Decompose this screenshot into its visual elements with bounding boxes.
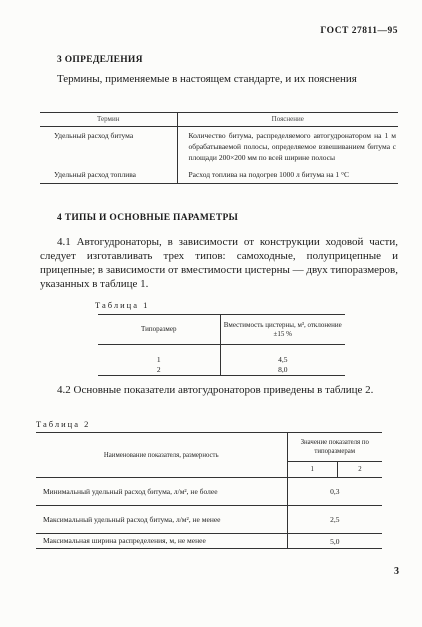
table-row	[40, 166, 398, 184]
document-header: ГОСТ 27811—95	[320, 26, 398, 36]
table-2-value-cell: 0,3	[287, 478, 382, 506]
table-2-header-value: Значение показателя по типоразмерам	[287, 433, 382, 462]
terms-table	[40, 112, 398, 184]
table-1-capacity-cell: 8,0	[220, 365, 345, 376]
terms-table-header	[40, 113, 398, 127]
table-1-capacity-cell: 4,5	[278, 354, 288, 364]
table-2-value-cell: 5,0	[287, 534, 382, 549]
paragraph-4-1-text: 4.1 Автогудронаторы, в зависимости от конструкции ходовой части, следует изготавливать трех типов: самоходные, полуприцепные и прицепные; в зависимости от вместимости цистерны — двух типоразмеров, указанных в таблице 1.	[40, 236, 398, 290]
table-2-name-cell: Максимальная ширина распределения, м, не менее	[36, 534, 287, 549]
table-2-header-name: Наименование показателя, размерность	[36, 433, 287, 478]
section-4-title: 4 ТИПЫ И ОСНОВНЫЕ ПАРАМЕТРЫ	[57, 213, 239, 223]
table-row	[40, 127, 398, 167]
table-2-subheader-1: 1	[287, 462, 337, 478]
section-3-intro-text: Термины, применяемые в настоящем стандарте, и их пояснения	[57, 73, 357, 85]
table-1	[98, 314, 345, 376]
table-row	[98, 355, 345, 365]
section-3-intro	[40, 72, 398, 86]
table-1-size-cell: 2	[98, 365, 220, 376]
table-2-value-cell: 2,5	[287, 506, 382, 534]
section-3-title: 3 ОПРЕДЕЛЕНИЯ	[57, 55, 143, 65]
terms-header-term: Термин	[40, 113, 177, 127]
table-2	[36, 432, 382, 549]
paragraph-4-2-text: 4.2 Основные показатели автогудронаторов приведены в таблице 2.	[57, 384, 374, 396]
table-1-header-size: Типоразмер	[98, 315, 220, 345]
table-1-header-capacity: Вместимость цистерны, м³, отклонение ±15 %	[220, 315, 345, 345]
paragraph-4-2	[40, 383, 398, 397]
table-1-size-cell: 1	[98, 355, 220, 365]
table-row	[36, 478, 382, 506]
explanation-cell: Количество битума, распределяемого автогудронатором на 1 м обрабатываемой полосы, определяемое взвешиванием битума с площади 200×200 мм по всей ширине полосы	[188, 131, 396, 162]
paragraph-4-1	[40, 235, 398, 291]
term-cell: Удельный расход топлива	[40, 166, 177, 184]
table-1-caption: Таблица 1	[95, 300, 150, 310]
page-number: 3	[394, 566, 399, 577]
table-row	[36, 534, 382, 549]
table-2-caption: Таблица 2	[36, 419, 91, 429]
table-2-subheader-2: 2	[337, 462, 382, 478]
term-cell: Удельный расход битума	[40, 127, 177, 167]
terms-header-explanation: Пояснение	[177, 113, 398, 127]
table-2-name-cell: Минимальный удельный расход битума, л/м², не более	[36, 478, 287, 506]
table-2-name-cell: Максимальный удельный расход битума, л/м², не менее	[36, 506, 287, 534]
table-row	[36, 506, 382, 534]
explanation-cell: Расход топлива на подогрев 1000 л битума на 1 °С	[177, 166, 398, 184]
table-row	[98, 365, 345, 376]
